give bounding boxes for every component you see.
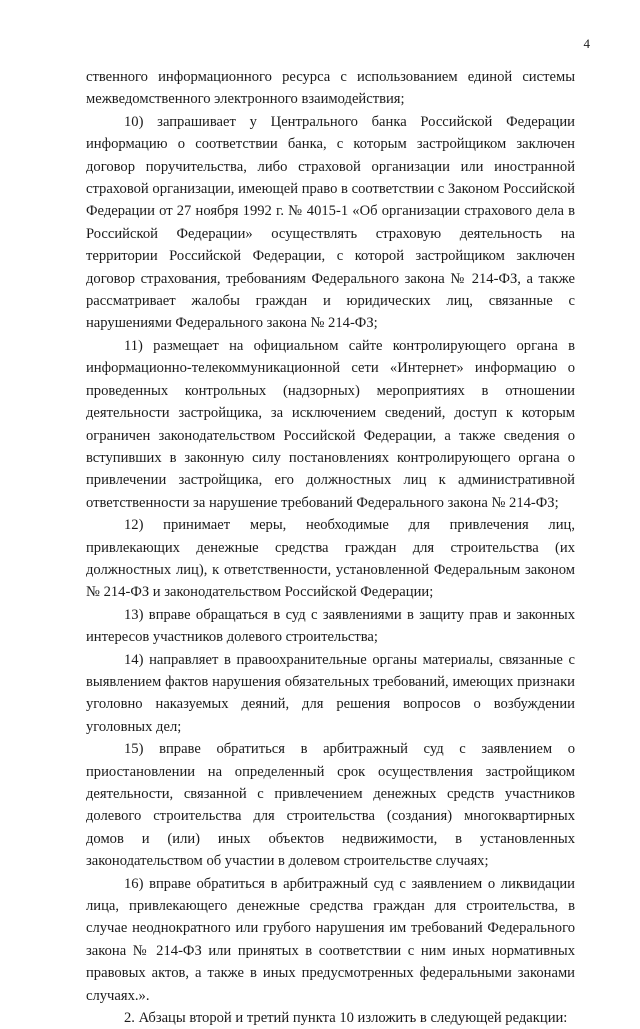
- paragraph-item-11: 11) размещает на официальном сайте контролирующего органа в информационно-телекоммуникационной сети «Интернет» информацию о проведенных контрольных (надзорных) мероприятиях в отношении деятельности застройщика, за исключением сведений, доступ к которым ограничен законодательством Российской Федерации, а также сведения о вступивших в законную силу постановлениях контролирующего органа о привлечении застройщика, его должностных лиц к административной ответственности за нарушение требований Федерального закона № 214-ФЗ;: [86, 337, 575, 511]
- paragraph-item-15: 15) вправе обратиться в арбитражный суд с заявлением о приостановлении на определенный срок осуществления застройщиком деятельности, связанной с привлечением денежных средств участников долевого строительства для строительства (создания) многоквартирных домов и (или) иных объектов недвижимости, в установленных законодательством об участии в долевом строительстве случаях;: [86, 741, 575, 870]
- paragraph-item-16: 16) вправе обратиться в арбитражный суд с заявлением о ликвидации лица, привлекающего денежные средства граждан для строительства, в случае неоднократного или грубого нарушения им требований Федерального закона № 214-ФЗ или принятых в соответствии с ним иных нормативных правовых актов, а также в иных предусмотренных федеральными законами случаях.».: [86, 875, 575, 1004]
- paragraph-section-2: 2. Абзацы второй и третий пункта 10 изложить в следующей редакции:: [124, 1010, 568, 1027]
- document-body: [86, 66, 575, 1029]
- paragraph-item-13: 13) вправе обращаться в суд с заявлениями в защиту прав и законных интересов участников долевого строительства;: [86, 606, 575, 646]
- paragraph-item-12: 12) принимает меры, необходимые для привлечения лиц, привлекающих денежные средства граждан для строительства (их должностных лиц), к ответственности, установленной Федеральным законом № 214-ФЗ и законодательством Российской Федерации;: [86, 517, 575, 601]
- paragraph-item-10: 10) запрашивает у Центрального банка Российской Федерации информацию о соответствии банка, с которым застройщиком заключен договор поручительства, либо страховой организации или иностранной страховой организации, имеющей право в соответствии с Законом Российской Федерации от 27 ноября 1992 г. № 4015-1 «Об организации страхового дела в Российской Федерации» осуществлять страховую деятельность на территории Российской Федерации, с которой застройщиком заключен договор страхования, требованиям Федерального закона № 214-ФЗ, а также рассматривает жалобы граждан и юридических лиц, связанные с нарушениями Федерального закона № 214-ФЗ;: [86, 113, 575, 332]
- paragraph-item-14: 14) направляет в правоохранительные органы материалы, связанные с выявлением фактов нарушения обязательных требований, имеющих признаки уголовно наказуемых деяний, для решения вопросов о возбуждении уголовных дел;: [86, 651, 575, 735]
- paragraph-continuation: ственного информационного ресурса с использованием единой системы межведомственного электронного взаимодействия;: [86, 69, 575, 108]
- page-number: 4: [583, 36, 590, 51]
